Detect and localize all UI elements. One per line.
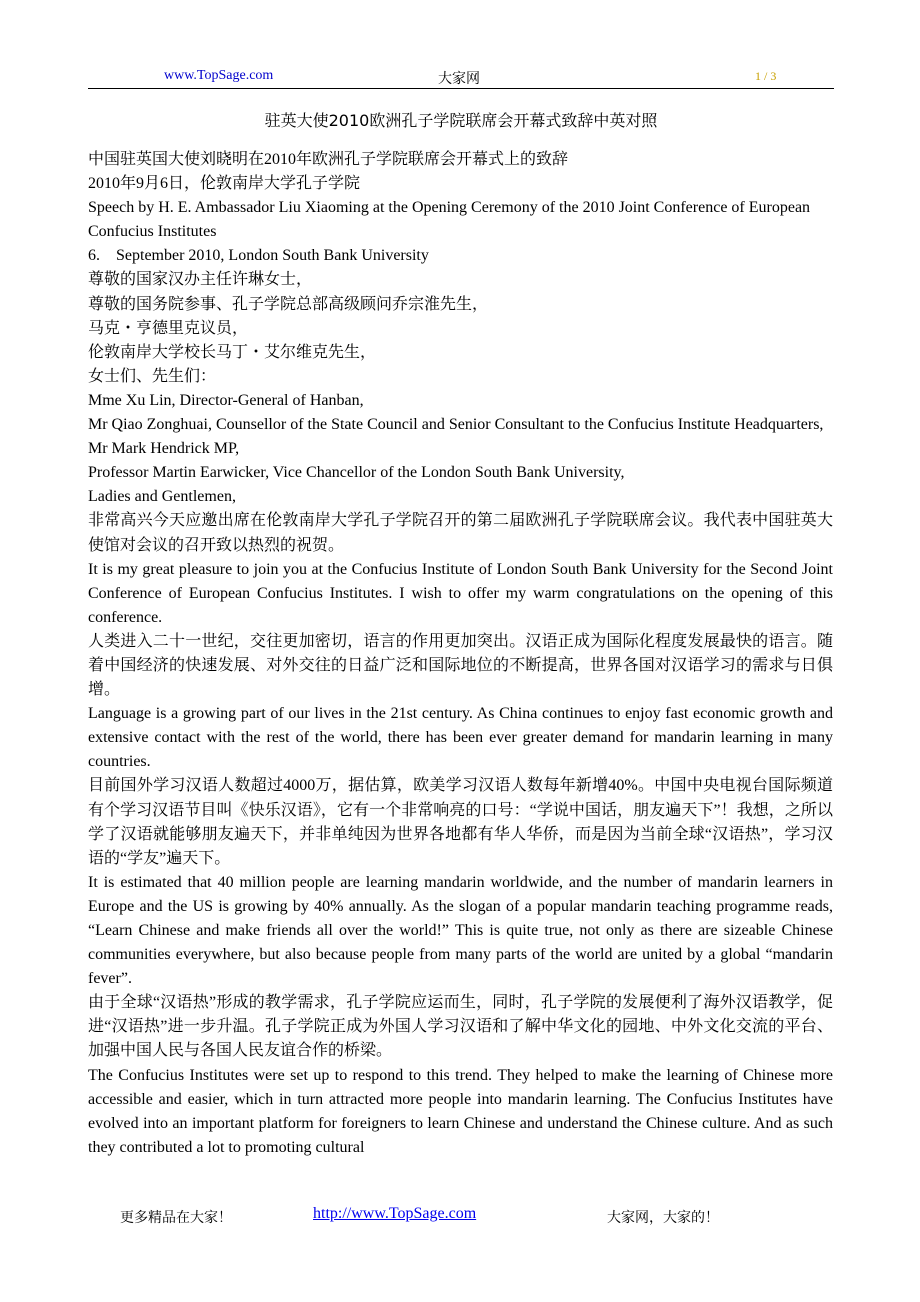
- paragraph: 目前国外学习汉语人数超过4000万，据估算，欧美学习汉语人数每年新增40%。中国中央电视台国际频道有个学习汉语节目叫《快乐汉语》，它有一个非常响亮的口号：“学说中国话，朋友遍天下”！我想，之所以学了汉语就能够朋友遍天下，并非单纯因为世界各地都有华人华侨，而是因为当前全球“汉语热”，学习汉语的“学友”遍天下。: [88, 777, 833, 867]
- document-title: 驻英大使2010欧洲孔子学院联席会开幕式致辞中英对照: [264, 111, 658, 130]
- paragraph: Ladies and Gentlemen,: [88, 488, 236, 506]
- paragraph: It is estimated that 40 million people are learning mandarin worldwide, and the number of mandarin learners in Europe and the US is growing by 40% annually. As the slogan of a popular mandarin teaching programme reads, “Learn Chinese and make friends all over the world!” This is quite true, not only as there are sizeable Chinese communities everywhere, but also because people from many parts of the world are united by a global “mandarin fever”.: [88, 873, 833, 988]
- page-header: [88, 66, 834, 89]
- paragraph: 尊敬的国务院参事、孔子学院总部高级顾问乔宗淮先生，: [88, 295, 489, 313]
- paragraph: It is my great pleasure to join you at the Confucius Institute of London South Bank University for the Second Joint Conference of European Confucius Institutes. I wish to offer my warm congratulations on the opening of this conference.: [88, 560, 833, 626]
- paragraph: Mr Mark Hendrick MP,: [88, 440, 240, 458]
- paragraph: 伦敦南岸大学校长马丁・艾尔维克先生，: [88, 343, 377, 361]
- page-number: 1 / 3: [755, 69, 777, 83]
- paragraph: Mr Qiao Zonghuai, Counsellor of the State Council and Senior Consultant to the Confucius Institute Headquarters,: [88, 416, 824, 434]
- paragraph: 尊敬的国家汉办主任许琳女士，: [88, 271, 313, 289]
- paragraph: Mme Xu Lin, Director-General of Hanban,: [88, 391, 364, 409]
- document-body: [88, 148, 833, 1160]
- paragraph: The Confucius Institutes were set up to respond to this trend. They helped to make the learning of Chinese more accessible and easier, which in turn attracted more people into mandarin learning. The Confucius Institutes have evolved into an important platform for foreigners to learn Chinese and understand the Chinese culture. And as such they contributed a lot to promoting cultural: [88, 1066, 833, 1156]
- paragraph: 马克・亨德里克议员，: [88, 319, 249, 337]
- paragraph: 2010年9月6日，伦敦南岸大学孔子学院: [88, 175, 361, 193]
- paragraph: 中国驻英国大使刘晓明在2010年欧洲孔子学院联席会开幕式上的致辞: [88, 151, 569, 168]
- footer-link[interactable]: http://www.TopSage.com: [313, 1205, 477, 1222]
- header-site-name: 大家网: [438, 72, 480, 87]
- paragraph: Speech by H. E. Ambassador Liu Xiaoming at the Opening Ceremony of the 2010 Joint Conference of European Confucius Institutes: [88, 199, 811, 241]
- footer-left-text: 更多精品在大家！: [120, 1211, 232, 1226]
- paragraph: 由于全球“汉语热”形成的教学需求，孔子学院应运而生，同时，孔子学院的发展便利了海外汉语教学，促进“汉语热”进一步升温。孔子学院正成为外国人学习汉语和了解中华文化的园地、中外文化交流的平台、加强中国人民与各国人民友谊合作的桥梁。: [88, 994, 833, 1060]
- footer-right-text: 大家网，大家的！: [607, 1211, 719, 1226]
- paragraph: 人类进入二十一世纪，交往更加密切，语言的作用更加突出。汉语正成为国际化程度发展最快的语言。随着中国经济的快速发展、对外交往的日益广泛和国际地位的不断提高，世界各国对汉语学习的需求与日俱增。: [88, 632, 833, 699]
- paragraph: 非常高兴今天应邀出席在伦敦南岸大学孔子学院召开的第二届欧洲孔子学院联席会议。我代表中国驻英大使馆对会议的召开致以热烈的祝贺。: [88, 512, 833, 554]
- paragraph: Language is a growing part of our lives in the 21st century. As China continues to enjoy fast economic growth and extensive contact with the rest of the world, there has been ever greater demand for mandarin learning in many countries.: [88, 705, 833, 771]
- paragraph: Professor Martin Earwicker, Vice Chancellor of the London South Bank University,: [88, 464, 625, 482]
- paragraph: 6. September 2010, London South Bank University: [88, 247, 429, 265]
- paragraph: 女士们、先生们：: [88, 367, 217, 385]
- header-site-link[interactable]: www.TopSage.com: [164, 68, 274, 83]
